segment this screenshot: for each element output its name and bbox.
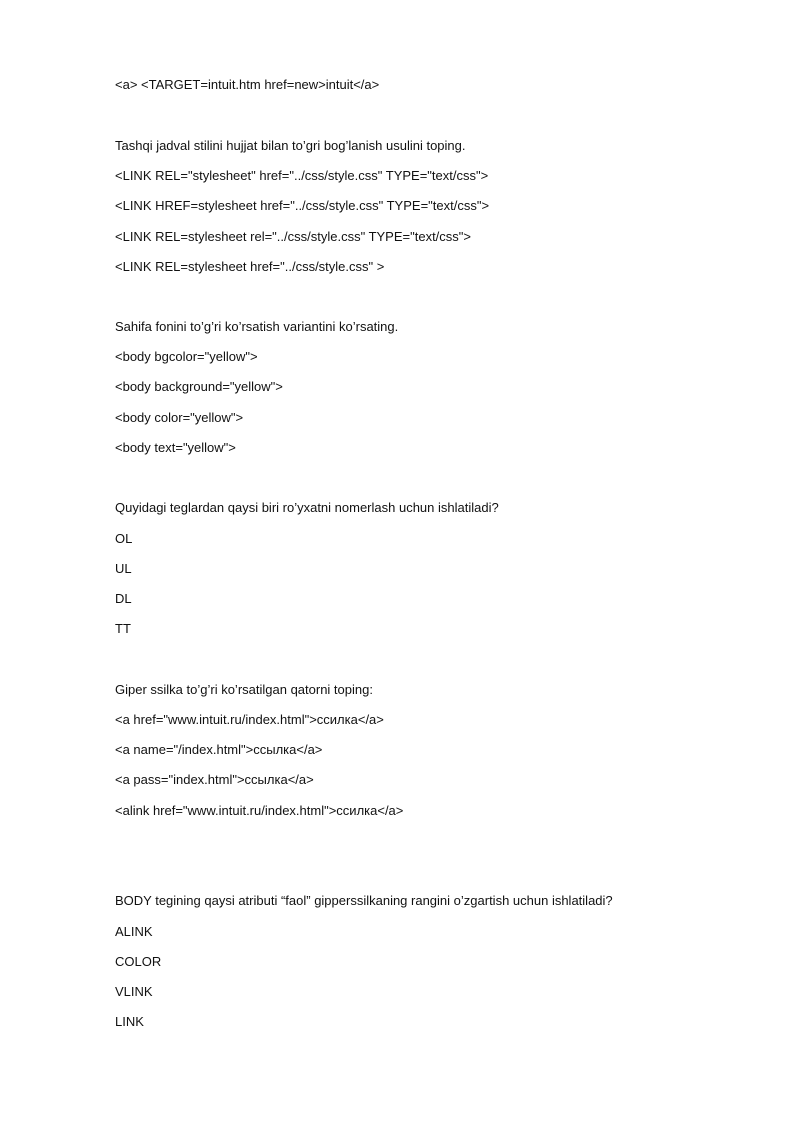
text-line-1: <a> <TARGET=intuit.htm href=new>intuit</a> bbox=[115, 77, 380, 92]
question-5: BODY tegining qaysi atributi “faol” gipperssilkaning rangini o’zgartish uchun ishlatiladi? bbox=[115, 893, 613, 908]
q2-option-4: <body text="yellow"> bbox=[115, 440, 236, 455]
q2-option-1: <body bgcolor="yellow"> bbox=[115, 349, 258, 364]
q4-option-1: <a href="www.intuit.ru/index.html">ссилка</a> bbox=[115, 712, 384, 727]
q5-option-4: LINK bbox=[115, 1014, 144, 1029]
q4-option-2: <a name="/index.html">ссылка</a> bbox=[115, 742, 323, 757]
question-4: Giper ssilka to’g’ri ko’rsatilgan qatorni toping: bbox=[115, 682, 373, 697]
q1-option-2: <LINK HREF=stylesheet href="../css/style.css" TYPE="text/css"> bbox=[115, 198, 490, 213]
q5-option-3: VLINK bbox=[115, 984, 153, 999]
question-3: Quyidagi teglardan qaysi biri ro’yxatni nomerlash uchun ishlatiladi? bbox=[115, 500, 499, 515]
q3-option-4: TT bbox=[115, 621, 131, 636]
q5-option-1: ALINK bbox=[115, 924, 153, 939]
q2-option-2: <body background="yellow"> bbox=[115, 379, 283, 394]
q3-option-2: UL bbox=[115, 561, 132, 576]
q5-option-2: COLOR bbox=[115, 954, 162, 969]
q1-option-4: <LINK REL=stylesheet href="../css/style.css" > bbox=[115, 259, 385, 274]
q4-option-4: <alink href="www.intuit.ru/index.html">ссилка</a> bbox=[115, 803, 404, 818]
q1-option-3: <LINK REL=stylesheet rel="../css/style.css" TYPE="text/css"> bbox=[115, 229, 471, 244]
q2-option-3: <body color="yellow"> bbox=[115, 410, 244, 425]
question-1: Tashqi jadval stilini hujjat bilan to’gri bog’lanish usulini toping. bbox=[115, 138, 466, 153]
q3-option-3: DL bbox=[115, 591, 132, 606]
q3-option-1: OL bbox=[115, 531, 133, 546]
q1-option-1: <LINK REL="stylesheet" href="../css/style.css" TYPE="text/css"> bbox=[115, 168, 489, 183]
question-2: Sahifa fonini to’g’ri ko’rsatish variantini ko’rsating. bbox=[115, 319, 399, 334]
q4-option-3: <a pass="index.html">ссылка</a> bbox=[115, 772, 314, 787]
